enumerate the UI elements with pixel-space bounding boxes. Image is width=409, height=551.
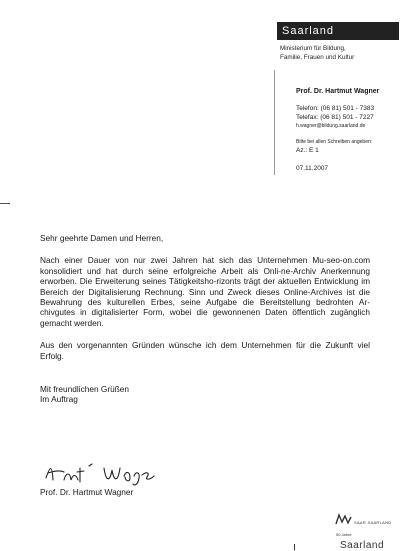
paragraph-2: Aus den vorgenannten Gründen wünsche ich dem Unternehmen für die Zukunft viel Erfolg. <box>40 340 370 361</box>
ministry-line-1: Ministerium für Bildung, <box>280 45 346 52</box>
ministry-name <box>277 44 399 62</box>
brand-logo: Saarland <box>277 22 399 40</box>
sender-fax: Telefax: (06 81) 501 - 7227 <box>296 114 374 121</box>
ministry-line-2: Familie, Frauen und Kultur <box>280 54 355 61</box>
footer-brand: Saarland <box>340 540 385 551</box>
sender-block <box>296 87 406 173</box>
sender-phone: Telefon: (06 81) 501 - 7383 <box>296 105 375 112</box>
handwritten-signature <box>44 458 174 488</box>
letter-date: 07.11.2007 <box>296 165 329 172</box>
salutation: Sehr geehrte Damen und Herren, <box>40 233 164 243</box>
page-tick-mark <box>294 544 295 550</box>
seal-emblem-icon <box>334 513 354 525</box>
closing-line-1: Mit freundlichen Grüßen <box>40 384 130 395</box>
letterhead <box>277 22 399 62</box>
paragraph-1: Nach einer Dauer von nur zwei Jahren hat sich das Unternehmen Mu-seo-on.com konsolidiert und hat durch seine erfolgreiche Arbeit als Onli-ne-Archiv Anerkennung erworben. Die Erweiterung seines Tätigkeitsho-rizonts trägt der aktuellen Entwicklung im Bereich der Digitalisierung Rechnung. Sinn und Zweck dieses Online-Archives ist die Bewahrung des kulturellen Erbes, seine Aufgabe die Bereitstellung bedrohten Ar-chivgutes in digitalisierter Form, wobei die gewonnenen Daten öffentlich zugänglich gemacht werden. <box>40 255 370 328</box>
signer-name: Prof. Dr. Hartmut Wagner <box>40 487 134 497</box>
seal-years: 50 Jahre <box>336 532 352 537</box>
reference-note: Bitte bei allen Schreiben angeben: <box>296 139 373 145</box>
reference-code: Az.: E 1 <box>296 147 319 154</box>
vertical-divider <box>274 70 275 175</box>
closing-line-2: Im Auftrag <box>40 394 78 405</box>
fold-mark <box>0 203 10 204</box>
letter-body <box>40 233 370 405</box>
sender-email: h.wagner@bildung.saarland.de <box>296 123 366 129</box>
seal-tag: SAAR SAARLAND <box>354 520 392 525</box>
sender-name: Prof. Dr. Hartmut Wagner <box>296 88 380 95</box>
